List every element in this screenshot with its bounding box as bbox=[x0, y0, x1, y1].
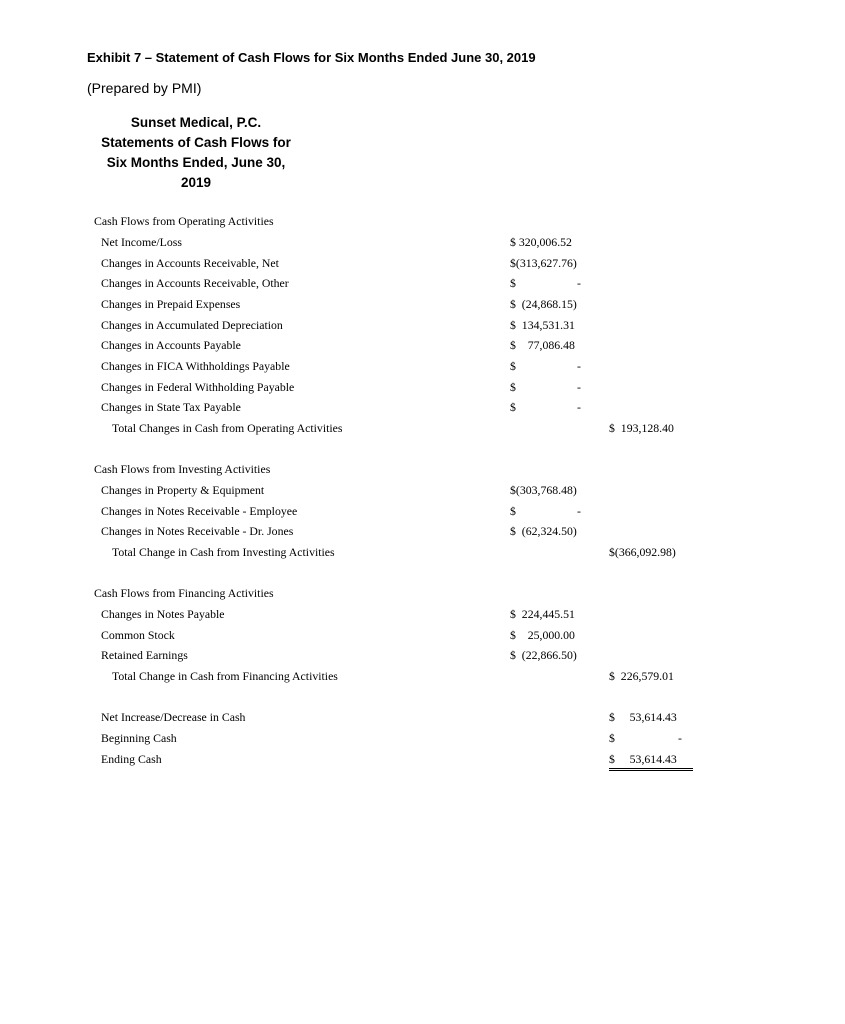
zero-dash: - bbox=[678, 731, 682, 745]
summary-label: Beginning Cash bbox=[101, 731, 177, 745]
table-row bbox=[0, 380, 845, 400]
period-line: Six Months Ended, June 30, bbox=[106, 155, 286, 170]
line-item-label: Retained Earnings bbox=[101, 648, 188, 662]
summary-label: Ending Cash bbox=[101, 752, 162, 766]
line-item-amount: $ bbox=[510, 504, 516, 518]
summary-row bbox=[0, 710, 845, 730]
section-heading: Cash Flows from Operating Activities bbox=[94, 214, 274, 228]
table-row bbox=[0, 400, 845, 420]
table-row bbox=[0, 235, 845, 255]
line-item-label: Changes in Accounts Receivable, Other bbox=[101, 276, 289, 290]
line-item-label: Changes in Accumulated Depreciation bbox=[101, 318, 283, 332]
line-item-amount: $ 77,086.48 bbox=[510, 338, 575, 352]
total-amount: $(366,092.98) bbox=[609, 545, 676, 559]
operating-heading-row bbox=[0, 214, 845, 234]
table-row bbox=[0, 276, 845, 296]
table-row bbox=[0, 607, 845, 627]
line-item-amount: $ 134,531.31 bbox=[510, 318, 575, 332]
statement-title: Statements of Cash Flows for bbox=[101, 135, 291, 150]
line-item-label: Changes in Prepaid Expenses bbox=[101, 297, 241, 311]
company-name: Sunset Medical, P.C. bbox=[130, 115, 262, 130]
line-item-amount: $ bbox=[510, 276, 516, 290]
total-amount: $ 193,128.40 bbox=[609, 421, 674, 435]
table-row bbox=[0, 483, 845, 503]
line-item-amount: $(313,627.76) bbox=[510, 256, 577, 270]
section-heading: Cash Flows from Financing Activities bbox=[94, 586, 274, 600]
total-label: Total Change in Cash from Investing Activities bbox=[112, 545, 335, 559]
total-row bbox=[0, 421, 845, 441]
table-row bbox=[0, 648, 845, 668]
line-item-amount: $ (62,324.50) bbox=[510, 524, 577, 538]
table-row bbox=[0, 504, 845, 524]
line-item-amount: $ bbox=[510, 359, 516, 373]
line-item-amount: $ 25,000.00 bbox=[510, 628, 575, 642]
total-label: Total Changes in Cash from Operating Activities bbox=[112, 421, 343, 435]
line-item-amount: $(303,768.48) bbox=[510, 483, 577, 497]
summary-row bbox=[0, 731, 845, 751]
line-item-label: Changes in Accounts Receivable, Net bbox=[101, 256, 279, 270]
summary-label: Net Increase/Decrease in Cash bbox=[101, 710, 246, 724]
total-amount: $ 226,579.01 bbox=[609, 669, 674, 683]
line-item-label: Changes in Notes Receivable - Employee bbox=[101, 504, 298, 518]
line-item-amount: $ (24,868.15) bbox=[510, 297, 577, 311]
prepared-by: (Prepared by PMI) bbox=[87, 80, 202, 96]
total-label: Total Change in Cash from Financing Activities bbox=[112, 669, 338, 683]
exhibit-title: Exhibit 7 – Statement of Cash Flows for Six Months Ended June 30, 2019 bbox=[87, 50, 536, 65]
table-row bbox=[0, 359, 845, 379]
table-row bbox=[0, 318, 845, 338]
zero-dash: - bbox=[577, 400, 581, 414]
line-item-label: Changes in Federal Withholding Payable bbox=[101, 380, 295, 394]
zero-dash: - bbox=[577, 359, 581, 373]
zero-dash: - bbox=[577, 504, 581, 518]
section-heading: Cash Flows from Investing Activities bbox=[94, 462, 271, 476]
line-item-label: Changes in Notes Payable bbox=[101, 607, 225, 621]
line-item-label: Changes in Accounts Payable bbox=[101, 338, 241, 352]
line-item-amount: $ 224,445.51 bbox=[510, 607, 575, 621]
table-row bbox=[0, 256, 845, 276]
summary-amount: $ bbox=[609, 731, 615, 745]
summary-row bbox=[0, 752, 845, 772]
line-item-amount: $ bbox=[510, 400, 516, 414]
line-item-label: Changes in Notes Receivable - Dr. Jones bbox=[101, 524, 294, 538]
line-item-amount: $ (22,866.50) bbox=[510, 648, 577, 662]
summary-amount: $ 53,614.43 bbox=[609, 710, 677, 724]
line-item-label: Net Income/Loss bbox=[101, 235, 182, 249]
table-row bbox=[0, 338, 845, 358]
company-header bbox=[80, 113, 312, 193]
double-underlined-total: $ 53,614.43 bbox=[609, 752, 693, 771]
investing-heading-row bbox=[0, 462, 845, 482]
total-row bbox=[0, 669, 845, 689]
line-item-label: Changes in Property & Equipment bbox=[101, 483, 265, 497]
line-item-amount: $ 320,006.52 bbox=[510, 235, 572, 249]
zero-dash: - bbox=[577, 276, 581, 290]
total-row bbox=[0, 545, 845, 565]
line-item-label: Changes in FICA Withholdings Payable bbox=[101, 359, 290, 373]
period-year: 2019 bbox=[180, 175, 212, 190]
financing-heading-row bbox=[0, 586, 845, 606]
table-row bbox=[0, 628, 845, 648]
line-item-label: Common Stock bbox=[101, 628, 175, 642]
table-row bbox=[0, 297, 845, 317]
zero-dash: - bbox=[577, 380, 581, 394]
table-row bbox=[0, 524, 845, 544]
line-item-amount: $ bbox=[510, 380, 516, 394]
line-item-label: Changes in State Tax Payable bbox=[101, 400, 241, 414]
